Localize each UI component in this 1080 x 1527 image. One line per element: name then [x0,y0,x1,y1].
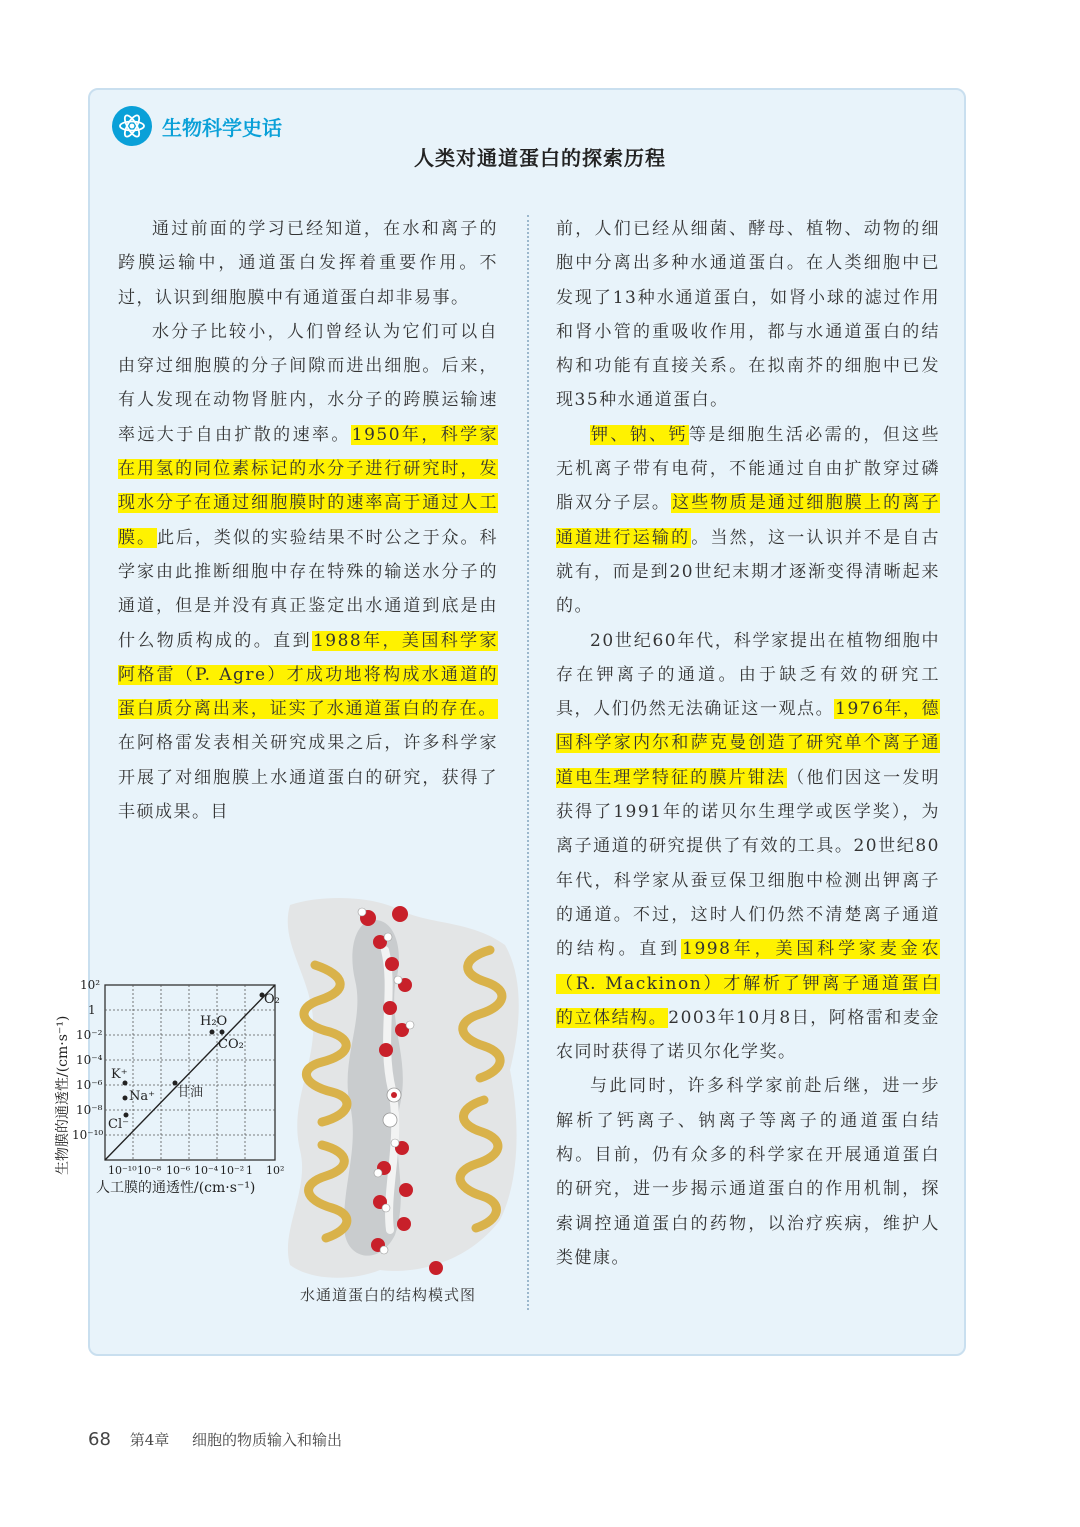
protein-structure-illustration [288,898,519,1278]
aquaporin-figure [50,890,530,1310]
chapter-number: 第4章 [129,1431,170,1449]
text: 此后，类似的实验结果不时公之于众。科学家由此推断细胞中存在特殊的输送水分子的通道，但是并没有真正鉴定出水通道到底是由什么物质构成的。直到 [118,527,499,651]
text: 水分子比较小，人们曾经认为它们可以自由穿过细胞膜的分子间隙而进出细胞。后来，有人发现在动物肾脏内，水分子的跨膜运输速率远大于自由扩散的速率。 [118,321,498,445]
point-label: CO₂ [218,1037,244,1052]
x-tick-label: 10⁻¹⁰ [108,1164,137,1177]
text: （他们因这一发明获得了1991年的诺贝尔生理学或医学奖），为离子通道的研究提供了有效的工具。20世纪80年代，科学家从蚕豆保卫细胞中检测出钾离子的通道。不过，这时人们仍然不清楚离子通道的结构。直到 [556,767,941,960]
y-tick-label: 10⁻⁴ [76,1053,103,1067]
point-label: H₂O [200,1014,228,1029]
text: 。当然，这一认识并不是自古就有，而是到20世纪末期才逐渐变得清晰起来的。 [556,527,941,617]
x-tick-label: 10⁻⁸ [137,1164,162,1177]
left-column [118,212,498,829]
chapter-title: 细胞的物质输入和输出 [192,1431,343,1449]
y-tick-label: 10⁻⁸ [76,1103,103,1117]
text: 20世纪60年代，科学家提出在植物细胞中存在钾离子的通道。由于缺乏有效的研究工具，人们仍然无法确证这一观点。 [556,630,940,720]
text: 在阿格雷发表相关研究成果之后，许多科学家开展了对细胞膜上水通道蛋白的研究，获得了丰硕成果。目 [118,733,498,823]
x-tick-label: 10⁻⁶ [166,1164,191,1177]
y-tick-label: 10⁻¹⁰ [72,1128,104,1142]
section-header [112,106,282,146]
y-tick-label: 1 [88,1003,96,1017]
highlight-text: 1988年，美国科学家阿格雷（P. Agre）才成功地将构成水通道的蛋白质分离出来，证实了水通道蛋白的存在。 [118,630,499,720]
page-footer [88,1429,342,1450]
highlight-text: 这些物质是通过细胞膜上的离子通道进行运输的 [556,493,941,548]
highlight-text: 1950年，科学家在用氢的同位素标记的水分子进行研究时，发现水分子在通过细胞膜时的速率高于通过人工膜。 [118,424,499,548]
paragraph: 通过前面的学习已经知道，在水和离子的跨膜运输中，通道蛋白发挥着重要作用。不过，认识到细胞膜中有通道蛋白却非易事。 [118,219,498,308]
point-label: O₂ [264,992,280,1007]
point-label: Cl⁻ [108,1117,129,1132]
section-label: 生物科学史话 [162,115,282,140]
highlight-text: 钾、钠、钙 [591,424,688,445]
text: 等是细胞生活必需的，但这些无机离子带有电荷，不能通过自由扩散穿过磷脂双分子层。 [556,424,941,514]
x-tick-label: 10² [266,1164,285,1177]
paragraph [556,418,940,624]
point-label: K⁺ [111,1067,128,1082]
highlight-text: 1976年，德国科学家内尔和萨克曼创造了研究单个离子通道电生理学特征的膜片钳法 [556,699,941,788]
point-label: Na⁺ [129,1089,155,1104]
paragraph: 前，人们已经从细菌、酵母、植物、动物的细胞中分离出多种水通道蛋白。在人类细胞中已发现了13种水通道蛋白，如肾小球的滤过作用和肾小管的重吸收作用，都与水通道蛋白的结构和功能有直接关系。在拟南芥的细胞中已发现35种水通道蛋白。 [556,219,940,411]
x-tick-label: 1 [246,1164,253,1177]
paragraph: 与此同时，许多科学家前赴后继，进一步解析了钙离子、钠离子等离子的通道蛋白结构。目前，仍有众多的科学家在开展通道蛋白的研究，进一步揭示通道蛋白的作用机制，探索调控通道蛋白的药物，以治疗疾病，维护人类健康。 [556,1076,940,1268]
x-axis-label: 人工膜的通透性/(cm·s⁻¹) [96,1180,256,1196]
y-tick-label: 10² [80,978,101,992]
point-label: 甘油 [177,1085,204,1100]
right-column [556,212,940,1275]
paragraph [118,315,498,829]
atom-icon [112,106,152,146]
x-tick-label: 10⁻² [220,1164,245,1177]
permeability-chart [54,978,284,1196]
y-axis-label: 生物膜的通透性/(cm·s⁻¹) [55,1015,71,1175]
x-tick-label: 10⁻⁴ [194,1164,219,1177]
y-tick-label: 10⁻² [76,1028,103,1042]
figure-caption: 水通道蛋白的结构模式图 [300,1286,477,1304]
paragraph [556,624,940,1070]
y-tick-label: 10⁻⁶ [76,1078,103,1092]
page-number: 68 [88,1429,111,1450]
text: 2003年10月8日，阿格雷和麦金农同时获得了诺贝尔化学奖。 [556,1007,940,1063]
highlight-text: 1998年，美国科学家麦金农（R. Mackinon）才解析了钾离子通道蛋白的立体结构。 [556,939,941,1028]
article-title: 人类对通道蛋白的探索历程 [414,146,666,170]
